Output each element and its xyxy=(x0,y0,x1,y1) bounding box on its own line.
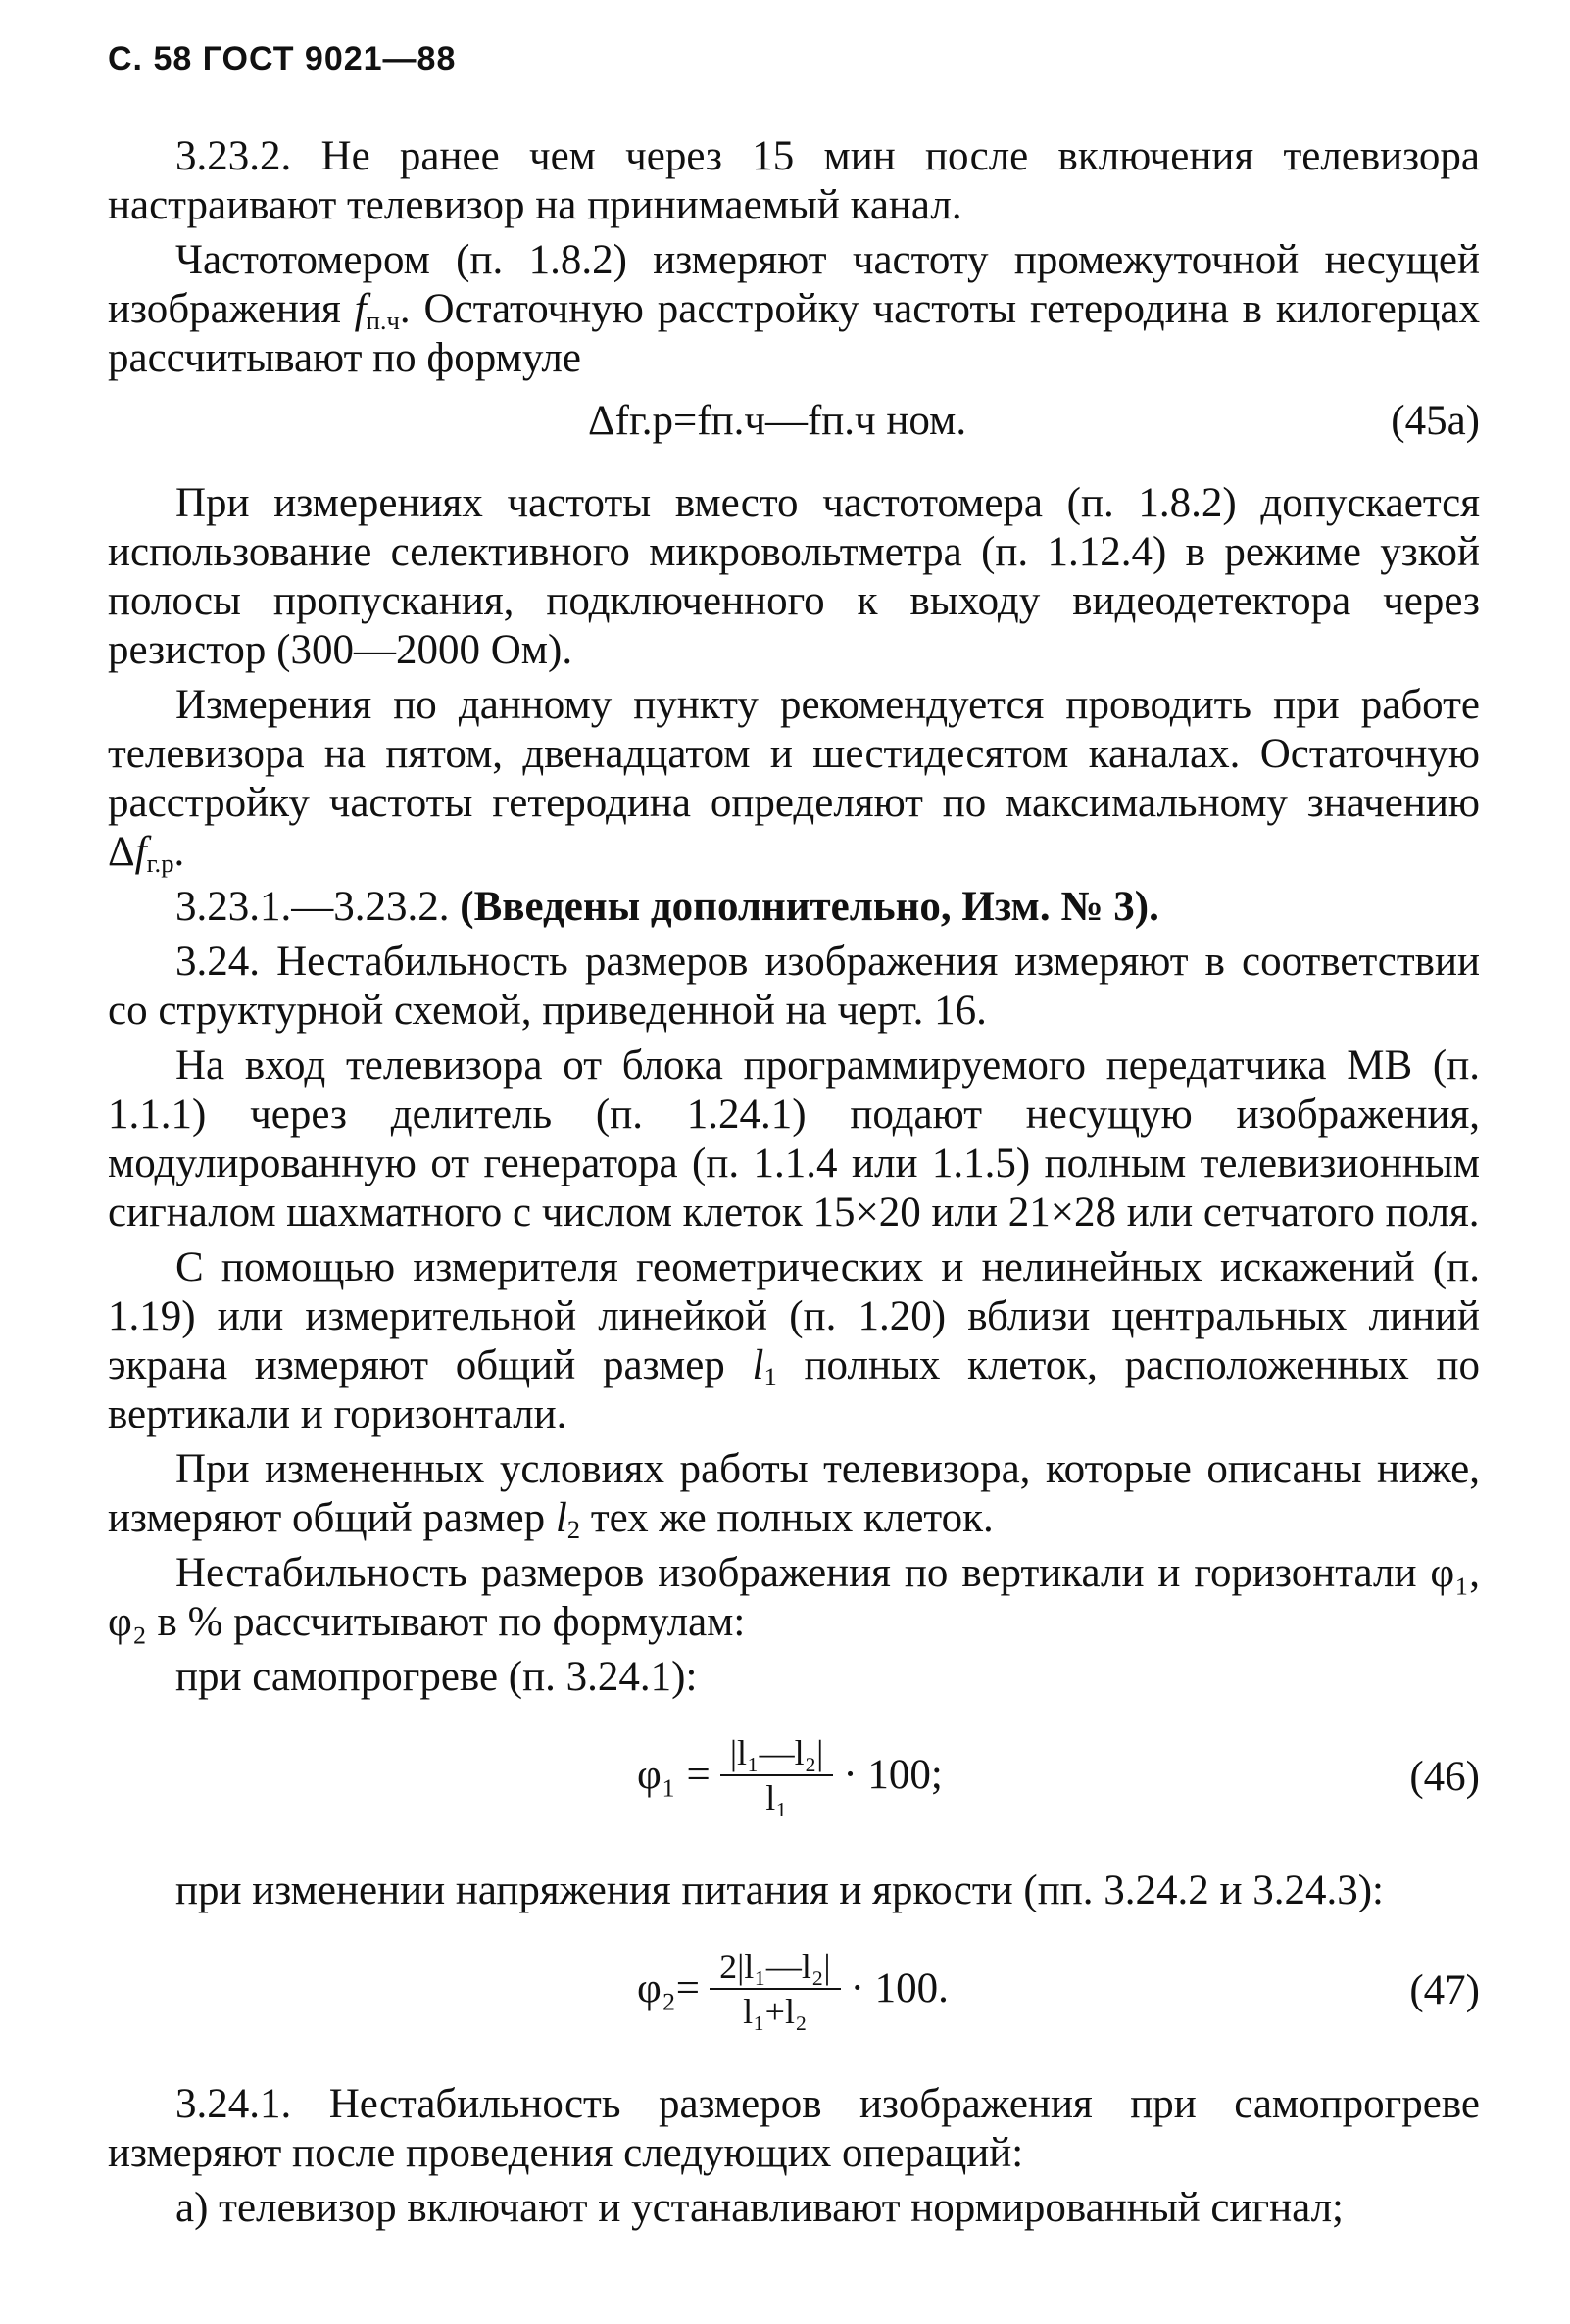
text-span: . Остаточную расстройку частоты гетеродина в килогерцах рассчитывают по формуле xyxy=(108,286,1480,381)
paragraph-3-24-1: 3.24.1. Нестабильность размеров изображения при самопрогреве измеряют после проведения следующих операций: xyxy=(108,2081,1480,2176)
paragraph-3-23-2: 3.23.2. Не ранее чем через 15 мин после включения телевизора настраивают телевизор на принимаемый канал. xyxy=(108,133,1480,228)
formula-46-denominator: l₁ xyxy=(765,1778,788,1817)
formula-46-fraction xyxy=(720,1733,834,1817)
paragraph-instability-formulas: Нестабильность размеров изображения по вертикали и горизонтали φ₁, φ₂ в % рассчитывают по формулам: xyxy=(108,1550,1480,1645)
variable-f: f xyxy=(354,286,367,332)
text-span: полных клеток, расположенных по вертикали и горизонтали. xyxy=(108,1342,1480,1437)
amendment-note: (Введены дополнительно, Изм. № 3). xyxy=(460,884,1159,930)
text-span: Измерения по данному пункту рекомендуется проводить при работе телевизора на пятом, двенадцатом и шестидесятом каналах. Остаточную расстройку частоты гетеродина определяют по максимальному значению Δ xyxy=(108,682,1480,875)
formula-45a-number: (45а) xyxy=(1391,398,1480,444)
paragraph-voltage-brightness: при изменении напряжения питания и яркости (пп. 3.24.2 и 3.24.3): xyxy=(175,1867,1384,1913)
page-header: С. 58 ГОСТ 9021—88 xyxy=(108,40,457,77)
text-span: . xyxy=(173,829,185,875)
subscript: 1 xyxy=(763,1362,777,1391)
paragraph-amendment xyxy=(108,883,1480,932)
paragraph-measurements-channels xyxy=(108,681,1480,877)
formula-47-fraction xyxy=(710,1947,841,2031)
formula-46-number: (46) xyxy=(1409,1754,1480,1800)
formula-47-denominator: l₁+l₂ xyxy=(743,1992,808,2031)
paragraph-measure-l2 xyxy=(108,1445,1480,1543)
subscript: 2 xyxy=(566,1515,581,1544)
formula-46-rhs: · 100; xyxy=(843,1752,943,1798)
text-span: тех же полных клеток. xyxy=(580,1495,994,1541)
paragraph-measure-l1 xyxy=(108,1243,1480,1439)
text-span: Частотомером (п. 1.8.2) измеряют частоту промежуточной несущей изображения xyxy=(108,237,1480,332)
formula-47 xyxy=(108,1937,1480,2055)
paragraph-step-a: а) телевизор включают и устанавливают нормированный сигнал; xyxy=(175,2185,1344,2231)
formula-47-number: (47) xyxy=(1409,1967,1480,2013)
formula-46-expression xyxy=(637,1733,943,1817)
paragraph-input-signal: На вход телевизора от блока программируемого передатчика МВ (п. 1.1.1) через делитель (п. 1.24.1) подают несущую изображения, модулированную от генератора (п. 1.1.4 или 1.1.5) полным телевизионным сигналом шахматного с числом клеток 15×20 или 21×28 или сетчатого поля. xyxy=(108,1042,1480,1235)
text-span: При измененных условиях работы телевизора, которые описаны ниже, измеряют общий размер xyxy=(108,1446,1480,1541)
variable-l: l xyxy=(555,1495,567,1541)
text-span: С помощью измерителя геометрических и нелинейных искажений (п. 1.19) или измерительной линейкой (п. 1.20) вблизи центральных линий экрана измеряют общий размер xyxy=(108,1244,1480,1388)
subscript: г.р xyxy=(146,848,174,878)
document-page xyxy=(108,39,1480,2239)
formula-45a xyxy=(108,397,1480,460)
paragraph-frequency-meter xyxy=(108,236,1480,383)
text-span: 3.23.1.—3.23.2. xyxy=(175,884,461,930)
paragraph-self-heating: при самопрогреве (п. 3.24.1): xyxy=(175,1654,698,1700)
paragraph-3-24: 3.24. Нестабильность размеров изображения измеряют в соответствии со структурной схемой, приведенной на черт. 16. xyxy=(108,939,1480,1034)
formula-47-lhs: φ₂= xyxy=(637,1965,701,2011)
formula-46-numerator: |l₁—l₂| xyxy=(720,1733,834,1776)
paragraph-microvoltmeter: При измерениях частоты вместо частотомера (п. 1.8.2) допускается использование селективного микровольтметра (п. 1.12.4) в режиме узкой полосы пропускания, подключенного к выходу видеодетектора через резистор (300—2000 Ом). xyxy=(108,480,1480,673)
variable-f: f xyxy=(134,829,147,875)
variable-l: l xyxy=(752,1342,764,1388)
formula-46-lhs: φ₁ = xyxy=(637,1752,711,1798)
formula-45a-expression: Δfг.р=fп.ч—fп.ч ном. xyxy=(588,398,967,444)
formula-46 xyxy=(108,1723,1480,1841)
subscript: п.ч xyxy=(366,306,400,335)
formula-47-numerator: 2|l₁—l₂| xyxy=(710,1947,841,1990)
formula-47-rhs: · 100. xyxy=(850,1965,949,2011)
formula-47-expression xyxy=(637,1947,949,2031)
